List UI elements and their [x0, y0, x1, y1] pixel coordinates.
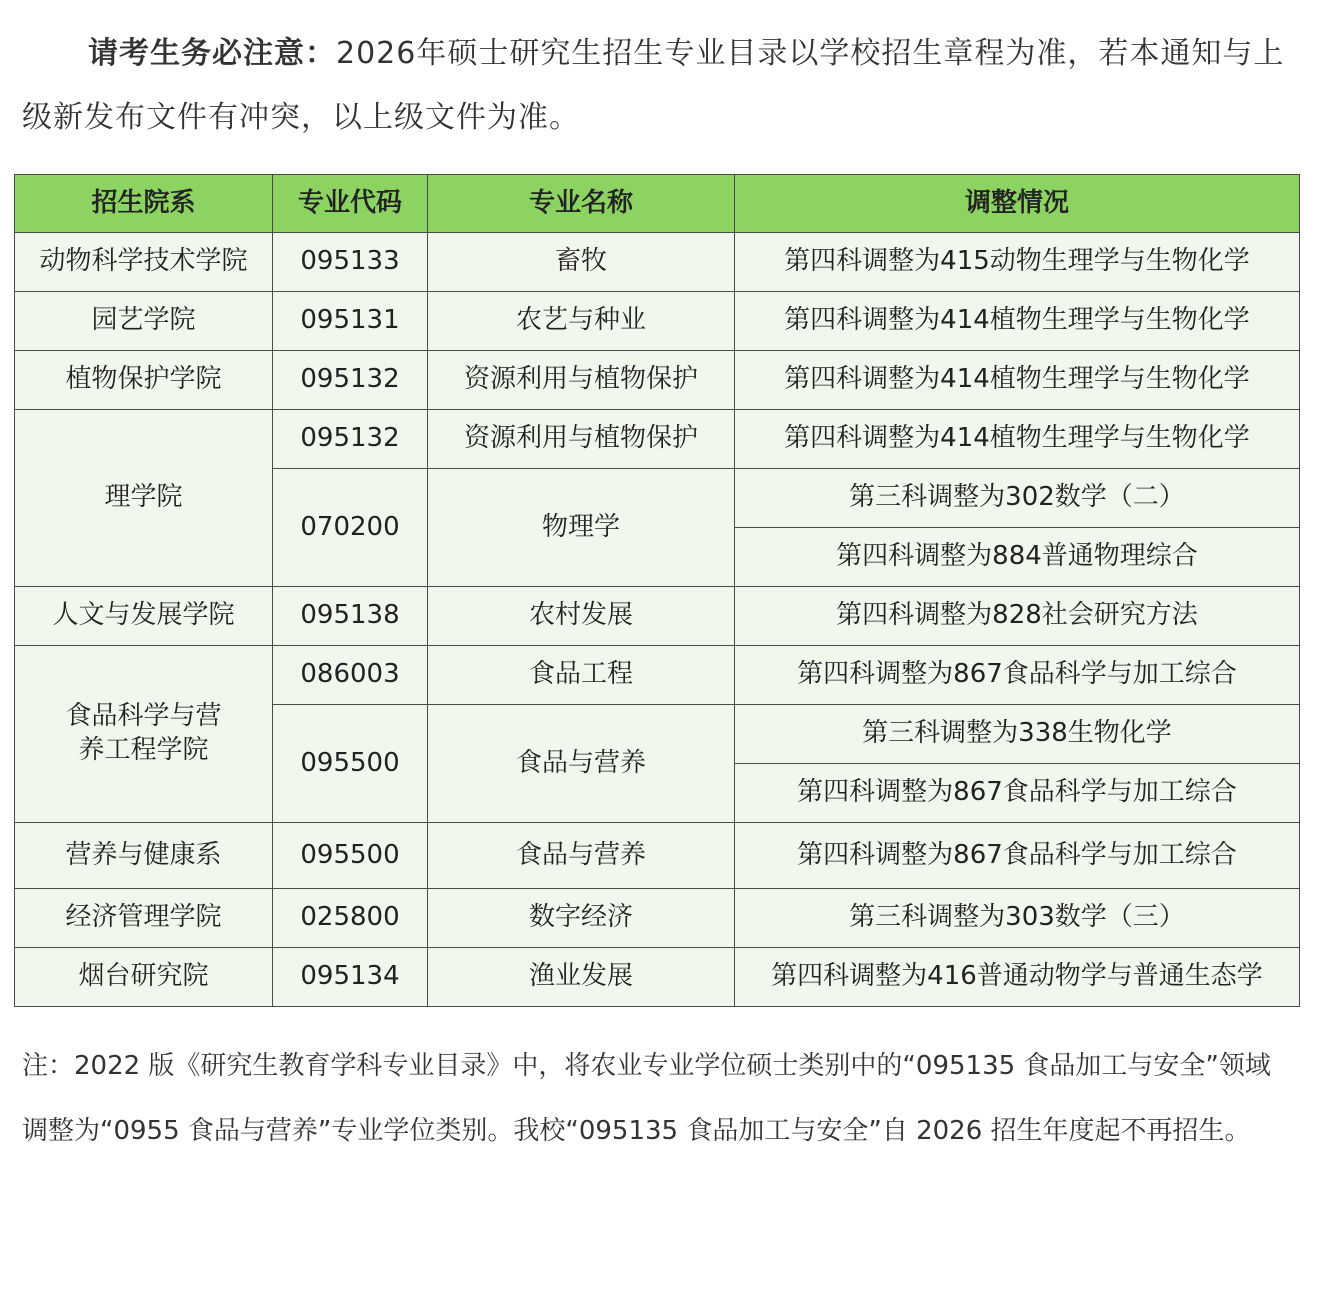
- cell-adjustment: 第四科调整为867食品科学与加工综合: [735, 764, 1300, 823]
- cell-college: 食品科学与营养工程学院: [15, 646, 273, 823]
- table-row: [15, 587, 1300, 646]
- cell-code: 095133: [273, 233, 428, 292]
- table-header-row: [15, 175, 1300, 233]
- cell-code: 086003: [273, 646, 428, 705]
- cell-major: 数字经济: [428, 889, 735, 948]
- notice-lead: 请考生务必注意：: [88, 36, 336, 71]
- cell-adjustment: 第三科调整为303数学（三）: [735, 889, 1300, 948]
- cell-code: 095132: [273, 410, 428, 469]
- cell-adjustment: 第三科调整为338生物化学: [735, 705, 1300, 764]
- cell-major: 资源利用与植物保护: [428, 410, 735, 469]
- cell-adjustment: 第四科调整为884普通物理综合: [735, 528, 1300, 587]
- cell-major: 资源利用与植物保护: [428, 351, 735, 410]
- cell-code: 095500: [273, 705, 428, 823]
- header-major: 专业名称: [428, 175, 735, 233]
- table-row: [15, 889, 1300, 948]
- header-adjustment: 调整情况: [735, 175, 1300, 233]
- cell-adjustment: 第四科调整为415动物生理学与生物化学: [735, 233, 1300, 292]
- cell-code: 095134: [273, 948, 428, 1007]
- cell-major: 农艺与种业: [428, 292, 735, 351]
- cell-college: 园艺学院: [15, 292, 273, 351]
- cell-major: 物理学: [428, 469, 735, 587]
- cell-major: 渔业发展: [428, 948, 735, 1007]
- cell-college: 理学院: [15, 410, 273, 587]
- table-row: [15, 351, 1300, 410]
- table-row: [15, 823, 1300, 889]
- cell-college: 动物科学技术学院: [15, 233, 273, 292]
- cell-adjustment: 第三科调整为302数学（二）: [735, 469, 1300, 528]
- cell-code: 095138: [273, 587, 428, 646]
- cell-adjustment: 第四科调整为414植物生理学与生物化学: [735, 410, 1300, 469]
- cell-code: 070200: [273, 469, 428, 587]
- cell-college: 烟台研究院: [15, 948, 273, 1007]
- cell-college: 营养与健康系: [15, 823, 273, 889]
- cell-adjustment: 第四科调整为414植物生理学与生物化学: [735, 351, 1300, 410]
- table-row: [15, 410, 1300, 469]
- cell-code: 095131: [273, 292, 428, 351]
- cell-adjustment: 第四科调整为828社会研究方法: [735, 587, 1300, 646]
- adjustment-table: [14, 174, 1300, 1007]
- cell-adjustment: 第四科调整为416普通动物学与普通生态学: [735, 948, 1300, 1007]
- cell-code: 095132: [273, 351, 428, 410]
- table-row: [15, 292, 1300, 351]
- cell-major: 食品工程: [428, 646, 735, 705]
- cell-code: 025800: [273, 889, 428, 948]
- notice-body: 2026年硕士研究生招生专业目录以学校招生章程为准，若本通知与上级新发布文件有冲突，以上级文件为准。: [22, 36, 1285, 135]
- cell-adjustment: 第四科调整为414植物生理学与生物化学: [735, 292, 1300, 351]
- footnote: 注：2022 版《研究生教育学科专业目录》中，将农业专业学位硕士类别中的“095135 食品加工与安全”领域调整为“0955 食品与营养”专业学位类别。我校“095135 食品加工与安全”自 2026 招生年度起不再招生。: [22, 1051, 1271, 1146]
- cell-code: 095500: [273, 823, 428, 889]
- table-row: [15, 646, 1300, 705]
- header-college: 招生院系: [15, 175, 273, 233]
- cell-college: 人文与发展学院: [15, 587, 273, 646]
- header-code: 专业代码: [273, 175, 428, 233]
- cell-adjustment: 第四科调整为867食品科学与加工综合: [735, 646, 1300, 705]
- cell-major: 食品与营养: [428, 823, 735, 889]
- cell-adjustment: 第四科调整为867食品科学与加工综合: [735, 823, 1300, 889]
- cell-college: 植物保护学院: [15, 351, 273, 410]
- table-row: [15, 233, 1300, 292]
- table-row: [15, 948, 1300, 1007]
- notice-paragraph: [22, 22, 1298, 150]
- cell-major: 畜牧: [428, 233, 735, 292]
- cell-major: 农村发展: [428, 587, 735, 646]
- cell-college: 经济管理学院: [15, 889, 273, 948]
- cell-major: 食品与营养: [428, 705, 735, 823]
